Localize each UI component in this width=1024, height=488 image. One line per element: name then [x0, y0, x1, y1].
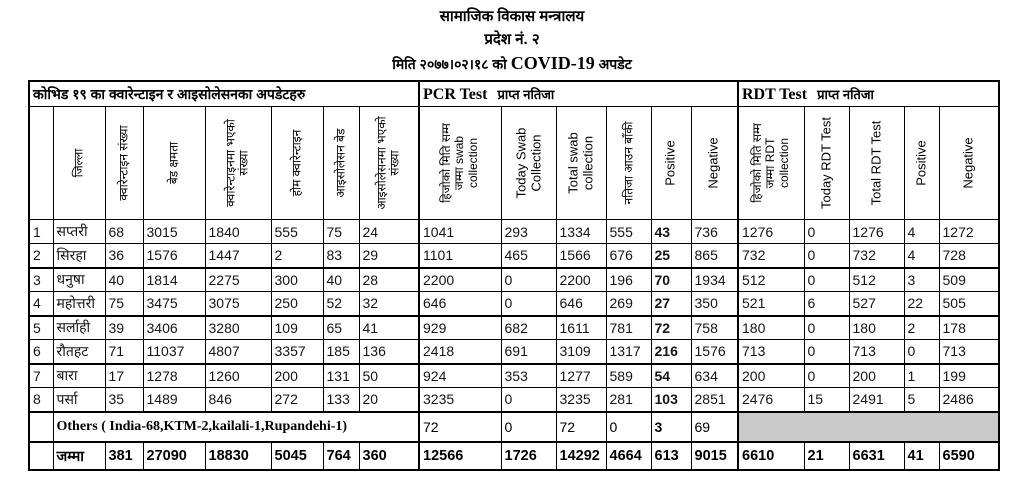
col-header-today-rdt-test: [804, 107, 849, 220]
col-header-label: बेड क्षमता: [166, 141, 181, 185]
cell-rdt-negative: 713: [939, 340, 999, 364]
cell-rdt-positive: 22: [904, 292, 939, 316]
cell-total-rdt-test: 200: [849, 364, 904, 388]
cell-pcr-negative: 736: [691, 220, 738, 244]
cell-pcr-negative: 1934: [691, 268, 738, 292]
cell-total-swab-collection: 646: [556, 292, 606, 316]
total-total-swab-collection: 14292: [556, 442, 606, 470]
others-negative: 69: [691, 412, 738, 442]
cell-home-quarantine: 555: [271, 220, 323, 244]
col-header-isolation-bed: [323, 107, 359, 220]
total-result-pending: 4664: [606, 442, 651, 470]
total-quarantine-count: 381: [105, 442, 143, 470]
cell-total-rdt-test: 180: [849, 316, 904, 340]
cell-in-quarantine-count: 846: [205, 388, 271, 412]
cell-rdt-negative: 509: [939, 268, 999, 292]
cell-rdt-collection-till-yesterday: 732: [738, 244, 804, 268]
cell-bed-capacity: 1278: [143, 364, 205, 388]
district-row-4: [29, 292, 999, 316]
date-text: मिति २०७७।०२।१८ को: [392, 56, 507, 72]
cell-rdt-negative: 1272: [939, 220, 999, 244]
cell-today-swab-collection: 0: [501, 388, 556, 412]
pcr-test-label: PCR Test: [423, 85, 488, 103]
cell-total-rdt-test: 713: [849, 340, 904, 364]
cell-total-rdt-test: 1276: [849, 220, 904, 244]
col-header-quarantine-count: [105, 107, 143, 220]
total-rdt-positive: 41: [904, 442, 939, 470]
total-label: जम्मा: [53, 442, 105, 470]
rdt-test-label: RDT Test: [742, 85, 808, 103]
cell-rdt-positive: 4: [904, 220, 939, 244]
cell-rdt-positive: 1: [904, 364, 939, 388]
cell-rdt-collection-till-yesterday: 1276: [738, 220, 804, 244]
others-swab-total: 72: [419, 412, 501, 442]
cell-result-pending: 196: [606, 268, 651, 292]
col-header-label: हिजोको मिति सम्म जम्मा RDT collection: [750, 123, 791, 203]
cell-quarantine-count: 36: [105, 244, 143, 268]
others-rdt-shaded-cell: [738, 412, 999, 442]
cell-total-swab-collection: 1566: [556, 244, 606, 268]
cell-isolation-bed: 83: [323, 244, 359, 268]
cell-home-quarantine: 272: [271, 388, 323, 412]
ministry-title: सामाजिक विकास मन्त्रालय: [439, 8, 585, 25]
cell-result-pending: 1317: [606, 340, 651, 364]
total-rdt-negative: 6590: [939, 442, 999, 470]
cell-rdt-negative: 728: [939, 244, 999, 268]
cell-result-pending: 781: [606, 316, 651, 340]
cell-quarantine-count: 71: [105, 340, 143, 364]
cell-home-quarantine: 2: [271, 244, 323, 268]
cell-in-isolation-count: 32: [359, 292, 419, 316]
cell-bed-capacity: 3015: [143, 220, 205, 244]
district-row-8: [29, 388, 999, 412]
cell-today-swab-collection: 353: [501, 364, 556, 388]
cell-isolation-bed: 65: [323, 316, 359, 340]
cell-total-rdt-test: 2491: [849, 388, 904, 412]
cell-isolation-bed: 185: [323, 340, 359, 364]
col-header-bed-capacity: [143, 107, 205, 220]
section-quarantine-isolation: कोभिड १९ का क्वारेन्टाइन र आइसोलेसनका अपडेटहरु: [29, 81, 419, 107]
cell-rdt-collection-till-yesterday: 713: [738, 340, 804, 364]
cell-today-swab-collection: 691: [501, 340, 556, 364]
cell-bed-capacity: 11037: [143, 340, 205, 364]
cell-isolation-bed: 133: [323, 388, 359, 412]
others-pending: 0: [606, 412, 651, 442]
cell-pcr-positive: 25: [651, 244, 691, 268]
cell-today-rdt-test: 15: [804, 388, 849, 412]
col-header-home-quarantine: [271, 107, 323, 220]
column-header-row: [29, 107, 999, 220]
cell-quarantine-count: 75: [105, 292, 143, 316]
col-header-label: होम क्वारेन्टाइन: [289, 129, 304, 197]
district-row-1: [29, 220, 999, 244]
cell-rdt-collection-till-yesterday: 521: [738, 292, 804, 316]
cell-pcr-negative: 758: [691, 316, 738, 340]
cell-in-isolation-count: 28: [359, 268, 419, 292]
cell-rdt-collection-till-yesterday: 2476: [738, 388, 804, 412]
cell-isolation-bed: 40: [323, 268, 359, 292]
col-header-result-pending: [606, 107, 651, 220]
cell-home-quarantine: 300: [271, 268, 323, 292]
cell-empty: [29, 442, 53, 470]
cell-rdt-positive: 3: [904, 268, 939, 292]
district-name: महोत्तरी: [53, 292, 105, 316]
cell-pcr-positive: 70: [651, 268, 691, 292]
col-header-label: Negative: [960, 137, 976, 189]
total-pcr-positive: 613: [651, 442, 691, 470]
cell-total-swab-collection: 1334: [556, 220, 606, 244]
cell-today-rdt-test: 6: [804, 292, 849, 316]
cell-isolation-bed: 75: [323, 220, 359, 244]
cell-in-quarantine-count: 1840: [205, 220, 271, 244]
total-home-quarantine: 5045: [271, 442, 323, 470]
row-number: 1: [29, 220, 53, 244]
cell-rdt-negative: 2486: [939, 388, 999, 412]
row-number: 3: [29, 268, 53, 292]
cell-total-rdt-test: 512: [849, 268, 904, 292]
cell-empty: [29, 412, 53, 442]
others-total-swab: 72: [556, 412, 606, 442]
cell-rdt-positive: 2: [904, 316, 939, 340]
cell-total-swab-collection: 1611: [556, 316, 606, 340]
col-header-district: [53, 107, 105, 220]
others-row: [29, 412, 999, 442]
cell-today-rdt-test: 0: [804, 364, 849, 388]
cell-today-rdt-test: 0: [804, 220, 849, 244]
others-label: Others ( India-68,KTM-2,kailali-1,Rupandehi-1): [53, 412, 419, 442]
col-header-total-rdt-test: [849, 107, 904, 220]
cell-pcr-negative: 634: [691, 364, 738, 388]
cell-pcr-positive: 72: [651, 316, 691, 340]
cell-swab-collection-till-yesterday: 646: [419, 292, 501, 316]
col-header-in-isolation-count: [359, 107, 419, 220]
cell-isolation-bed: 131: [323, 364, 359, 388]
cell-swab-collection-till-yesterday: 1041: [419, 220, 501, 244]
col-header-rdt-collection-till-yesterday: [738, 107, 804, 220]
cell-pcr-negative: 1576: [691, 340, 738, 364]
cell-rdt-collection-till-yesterday: 200: [738, 364, 804, 388]
total-in-quarantine-count: 18830: [205, 442, 271, 470]
cell-today-swab-collection: 682: [501, 316, 556, 340]
cell-today-rdt-test: 0: [804, 244, 849, 268]
cell-home-quarantine: 109: [271, 316, 323, 340]
cell-pcr-negative: 865: [691, 244, 738, 268]
cell-today-rdt-test: 0: [804, 316, 849, 340]
col-header-label: Today RDT Test: [818, 117, 834, 210]
cell-result-pending: 676: [606, 244, 651, 268]
col-header-rdt-negative: [939, 107, 999, 220]
district-name: पर्सा: [53, 388, 105, 412]
col-header-pcr-positive: [651, 107, 691, 220]
col-header-label: क्वारेन्टाइन संख्या: [116, 125, 131, 201]
cell-today-swab-collection: 465: [501, 244, 556, 268]
cell-in-isolation-count: 136: [359, 340, 419, 364]
col-header-label: Today Swab Collection: [512, 127, 543, 199]
section-pcr-test: [419, 81, 738, 107]
cell-today-rdt-test: 0: [804, 340, 849, 364]
total-bed-capacity: 27090: [143, 442, 205, 470]
rdt-subtitle: प्राप्त नतिजा: [817, 86, 874, 102]
col-header-label: Positive: [662, 140, 678, 186]
cell-result-pending: 269: [606, 292, 651, 316]
cell-quarantine-count: 17: [105, 364, 143, 388]
cell-pcr-positive: 216: [651, 340, 691, 364]
cell-bed-capacity: 1489: [143, 388, 205, 412]
cell-in-quarantine-count: 3075: [205, 292, 271, 316]
row-number: 6: [29, 340, 53, 364]
cell-swab-collection-till-yesterday: 2200: [419, 268, 501, 292]
col-header-label: क्वारेन्टाइनमा भएको संख्या: [223, 119, 251, 207]
cell-rdt-positive: 0: [904, 340, 939, 364]
col-header-label: Negative: [705, 137, 721, 189]
district-row-2: [29, 244, 999, 268]
cell-quarantine-count: 39: [105, 316, 143, 340]
cell-pcr-negative: 350: [691, 292, 738, 316]
cell-bed-capacity: 3475: [143, 292, 205, 316]
cell-rdt-collection-till-yesterday: 180: [738, 316, 804, 340]
total-swab-collection-till-yesterday: 12566: [419, 442, 501, 470]
cell-swab-collection-till-yesterday: 1101: [419, 244, 501, 268]
row-number: 5: [29, 316, 53, 340]
total-row: [29, 442, 999, 470]
col-header-label: नतिजा आउन बाँकी: [620, 121, 635, 205]
cell-bed-capacity: 1814: [143, 268, 205, 292]
row-number: 2: [29, 244, 53, 268]
col-header-label: जिल्ला: [71, 148, 86, 178]
district-name: रौतहट: [53, 340, 105, 364]
cell-result-pending: 281: [606, 388, 651, 412]
cell-today-swab-collection: 0: [501, 268, 556, 292]
district-row-3: [29, 268, 999, 292]
col-header-total-swab-collection: [556, 107, 606, 220]
cell-pcr-positive: 54: [651, 364, 691, 388]
section-title-row: [29, 81, 999, 107]
covid-report-table: [28, 80, 1000, 471]
cell-total-rdt-test: 732: [849, 244, 904, 268]
cell-rdt-negative: 505: [939, 292, 999, 316]
district-row-7: [29, 364, 999, 388]
row-number: 8: [29, 388, 53, 412]
total-rdt-collection-till-yesterday: 6610: [738, 442, 804, 470]
cell-today-swab-collection: 293: [501, 220, 556, 244]
district-name: सर्लाही: [53, 316, 105, 340]
row-number: 4: [29, 292, 53, 316]
section-rdt-test: [738, 81, 999, 107]
cell-home-quarantine: 3357: [271, 340, 323, 364]
cell-swab-collection-till-yesterday: 929: [419, 316, 501, 340]
col-header-label: हिजोको मिति सम्म जम्मा swab collection: [439, 123, 480, 203]
total-today-rdt-test: 21: [804, 442, 849, 470]
cell-bed-capacity: 1576: [143, 244, 205, 268]
cell-total-swab-collection: 3109: [556, 340, 606, 364]
cell-total-swab-collection: 3235: [556, 388, 606, 412]
cell-today-rdt-test: 0: [804, 268, 849, 292]
others-positive: 3: [651, 412, 691, 442]
cell-quarantine-count: 35: [105, 388, 143, 412]
cell-isolation-bed: 52: [323, 292, 359, 316]
col-header-swab-collection-till-yesterday: [419, 107, 501, 220]
cell-pcr-negative: 2851: [691, 388, 738, 412]
district-row-6: [29, 340, 999, 364]
district-name: सप्तरी: [53, 220, 105, 244]
cell-home-quarantine: 250: [271, 292, 323, 316]
total-today-swab-collection: 1726: [501, 442, 556, 470]
total-total-rdt-test: 6631: [849, 442, 904, 470]
district-name: धनुषा: [53, 268, 105, 292]
row-number: 7: [29, 364, 53, 388]
cell-in-isolation-count: 29: [359, 244, 419, 268]
cell-total-swab-collection: 1277: [556, 364, 606, 388]
cell-quarantine-count: 68: [105, 220, 143, 244]
document-header: [0, 6, 1024, 76]
cell-rdt-collection-till-yesterday: 512: [738, 268, 804, 292]
district-row-5: [29, 316, 999, 340]
cell-bed-capacity: 3406: [143, 316, 205, 340]
cell-in-quarantine-count: 1260: [205, 364, 271, 388]
district-name: बारा: [53, 364, 105, 388]
cell-rdt-positive: 4: [904, 244, 939, 268]
cell-in-quarantine-count: 3280: [205, 316, 271, 340]
cell-total-swab-collection: 2200: [556, 268, 606, 292]
cell-result-pending: 555: [606, 220, 651, 244]
cell-pcr-positive: 27: [651, 292, 691, 316]
others-today-swab: 0: [501, 412, 556, 442]
col-header-label: आइसोलेसनमा भएको संख्या: [374, 116, 402, 210]
cell-quarantine-count: 40: [105, 268, 143, 292]
cell-result-pending: 589: [606, 364, 651, 388]
cell-in-isolation-count: 20: [359, 388, 419, 412]
cell-swab-collection-till-yesterday: 2418: [419, 340, 501, 364]
cell-in-isolation-count: 24: [359, 220, 419, 244]
col-header-rdt-positive: [904, 107, 939, 220]
col-header-pcr-negative: [691, 107, 738, 220]
covid-19-label: COVID-19: [510, 53, 595, 73]
cell-in-quarantine-count: 2275: [205, 268, 271, 292]
pcr-subtitle: प्राप्त नतिजा: [497, 86, 555, 102]
cell-today-swab-collection: 0: [501, 292, 556, 316]
total-pcr-negative: 9015: [691, 442, 738, 470]
cell-rdt-negative: 199: [939, 364, 999, 388]
col-header-label: आइसोलेसन बेड: [333, 128, 348, 198]
cell-rdt-positive: 5: [904, 388, 939, 412]
district-name: सिरहा: [53, 244, 105, 268]
date-update-title: [0, 51, 1024, 76]
cell-swab-collection-till-yesterday: 924: [419, 364, 501, 388]
cell-rdt-negative: 178: [939, 316, 999, 340]
cell-total-rdt-test: 527: [849, 292, 904, 316]
cell-pcr-positive: 103: [651, 388, 691, 412]
province-title: प्रदेश नं. २: [484, 31, 540, 48]
col-header-label: Total RDT Test: [868, 120, 884, 206]
col-header-in-quarantine-count: [205, 107, 271, 220]
cell-home-quarantine: 200: [271, 364, 323, 388]
total-in-isolation-count: 360: [359, 442, 419, 470]
cell-swab-collection-till-yesterday: 3235: [419, 388, 501, 412]
cell-in-quarantine-count: 4807: [205, 340, 271, 364]
col-header-today-swab-collection: [501, 107, 556, 220]
cell-in-quarantine-count: 1447: [205, 244, 271, 268]
cell-in-isolation-count: 50: [359, 364, 419, 388]
update-text: अपडेट: [598, 56, 632, 72]
cell-pcr-positive: 43: [651, 220, 691, 244]
col-header-label: Total swab collection: [565, 132, 595, 194]
col-header-row-number: [29, 107, 53, 220]
col-header-label: Positive: [913, 140, 929, 186]
cell-in-isolation-count: 41: [359, 316, 419, 340]
total-isolation-bed: 764: [323, 442, 359, 470]
